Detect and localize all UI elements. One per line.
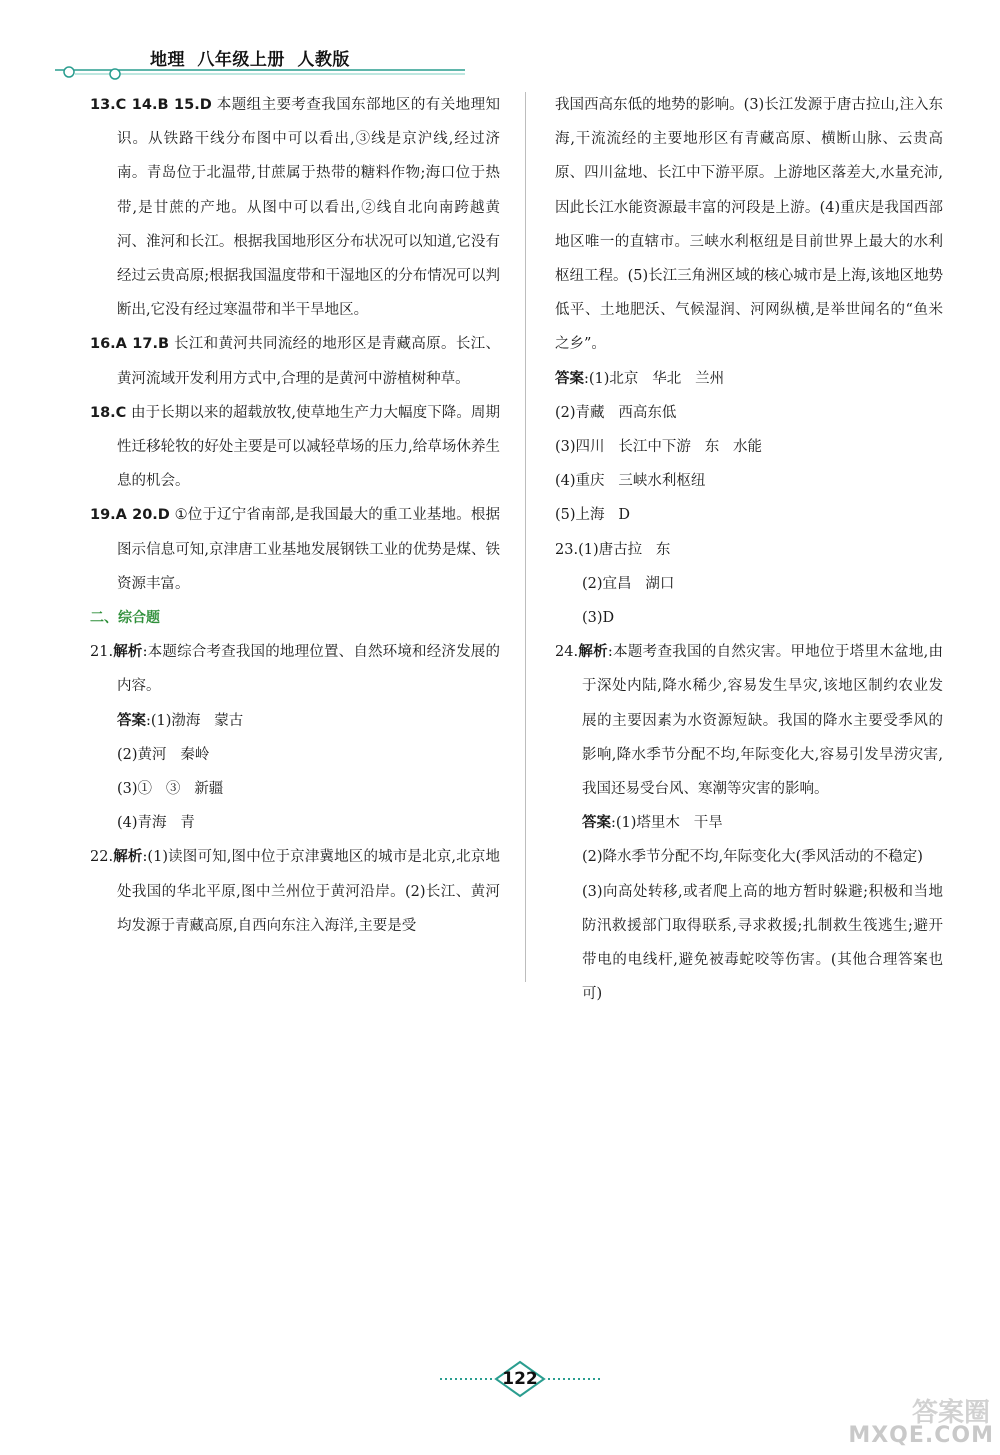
question-22-answer-3: (3)四川 长江中下游 东 水能	[555, 439, 763, 456]
question-22-answer-2: (2)青藏 西高东低	[555, 404, 677, 421]
watermark-logo: 答案圈	[911, 1398, 990, 1428]
left-column	[90, 88, 500, 943]
question-21-answer-1: 答案:(1)渤海 蒙古	[117, 712, 244, 729]
section-heading: 二、综合题	[90, 610, 160, 627]
question-23-answer-2: (2)宜昌 湖口	[582, 575, 675, 592]
question-22-answer-4: (4)重庆 三峡水利枢纽	[555, 473, 706, 490]
question-23-answer-3: (3)D	[582, 610, 615, 627]
column-divider	[525, 92, 526, 982]
question-21-answer-2: (2)黄河 秦岭	[117, 746, 210, 763]
question-24-analysis: 24.解析:本题考查我国的自然灾害。甲地位于塔里木盆地,由于深处内陆,降水稀少,容易发生旱灾,该地区制约农业发展的主要因素为水资源短缺。我国的降水主要受季风的影响,降水季节分配不均,年际变化大,容易引发旱涝灾害,我国还易受台风、寒潮等灾害的影响。	[555, 644, 943, 798]
watermark	[850, 1392, 1000, 1454]
question-22-analysis: 22.解析:(1)读图可知,图中位于京津冀地区的城市是北京,北京地处我国的华北平原,图中兰州位于黄河沿岸。(2)长江、黄河均发源于青藏高原,自西向东注入海洋,主要是受	[90, 849, 500, 934]
question-24-answer-3: (3)向高处转移,或者爬上高的地方暂时躲避;积极和当地防汛救援部门取得联系,寻求救援;扎制救生筏逃生;避开带电的电线杆,避免被毒蛇咬等伤害。(其他合理答案也可)	[582, 883, 943, 1003]
question-18: 18.C 由于长期以来的超载放牧,使草地生产力大幅度下降。周期性迁移轮牧的好处主要是可以减轻草场的压力,给草场休养生息的机会。	[90, 404, 500, 490]
question-21-answer-3: (3)① ③ 新疆	[117, 781, 224, 798]
watermark-domain: MXQE.COM	[848, 1423, 994, 1448]
question-22-analysis-continued: 我国西高东低的地势的影响。(3)长江发源于唐古拉山,注入东海,干流流经的主要地形区有青藏高原、横断山脉、云贵高原、四川盆地、长江中下游平原。上游地区落差大,水量充沛,因此长江水能资源最丰富的河段是上游。(4)重庆是我国西部地区唯一的直辖市。三峡水利枢纽是目前世界上最大的水利枢纽工程。(5)长江三角洲区域的核心城市是上海,该地区地势低平、土地肥沃、气候湿润、河网纵横,是举世闻名的“鱼米之乡”。	[555, 97, 943, 353]
question-21-analysis: 21.解析:本题综合考查我国的地理位置、自然环境和经济发展的内容。	[90, 644, 500, 695]
question-24-answer-2: (2)降水季节分配不均,年际变化大(季风活动的不稳定)	[582, 849, 923, 866]
question-13-15: 13.C 14.B 15.D 本题组主要考查我国东部地区的有关地理知识。从铁路干线分布图中可以看出,③线是京沪线,经过济南。青岛位于北温带,甘蔗属于热带的糖料作物;海口位于热带,是甘蔗的产地。从图中可以看出,②线自北向南跨越黄河、淮河和长江。根据我国地形区分布状况可以知道,它没有经过云贵高原;根据我国温度带和干湿地区的分布情况可以判断出,它没有经过寒温带和半干旱地区。	[90, 97, 501, 319]
header-ornament	[55, 62, 465, 82]
question-23-answer-1: 23.(1)唐古拉 东	[555, 541, 671, 558]
question-16-17: 16.A 17.B 长江和黄河共同流经的地形区是青藏高原。长江、黄河流域开发利用方式中,合理的是黄河中游植树种草。	[90, 336, 500, 387]
question-21-answer-4: (4)青海 青	[117, 815, 195, 832]
question-22-answer-5: (5)上海 D	[555, 507, 630, 524]
page-footer	[440, 1360, 600, 1398]
page-header-title: 地理 八年级上册 人教版	[150, 50, 350, 70]
right-column	[555, 88, 943, 1011]
question-19-20: 19.A 20.D ①位于辽宁省南部,是我国最大的重工业基地。根据图示信息可知,京津唐工业基地发展钢铁工业的优势是煤、铁资源丰富。	[90, 507, 501, 592]
question-24-answer-1: 答案:(1)塔里木 干旱	[582, 815, 723, 832]
question-22-answer-1: 答案:(1)北京 华北 兰州	[555, 370, 725, 387]
page-number: 122	[502, 1369, 538, 1389]
